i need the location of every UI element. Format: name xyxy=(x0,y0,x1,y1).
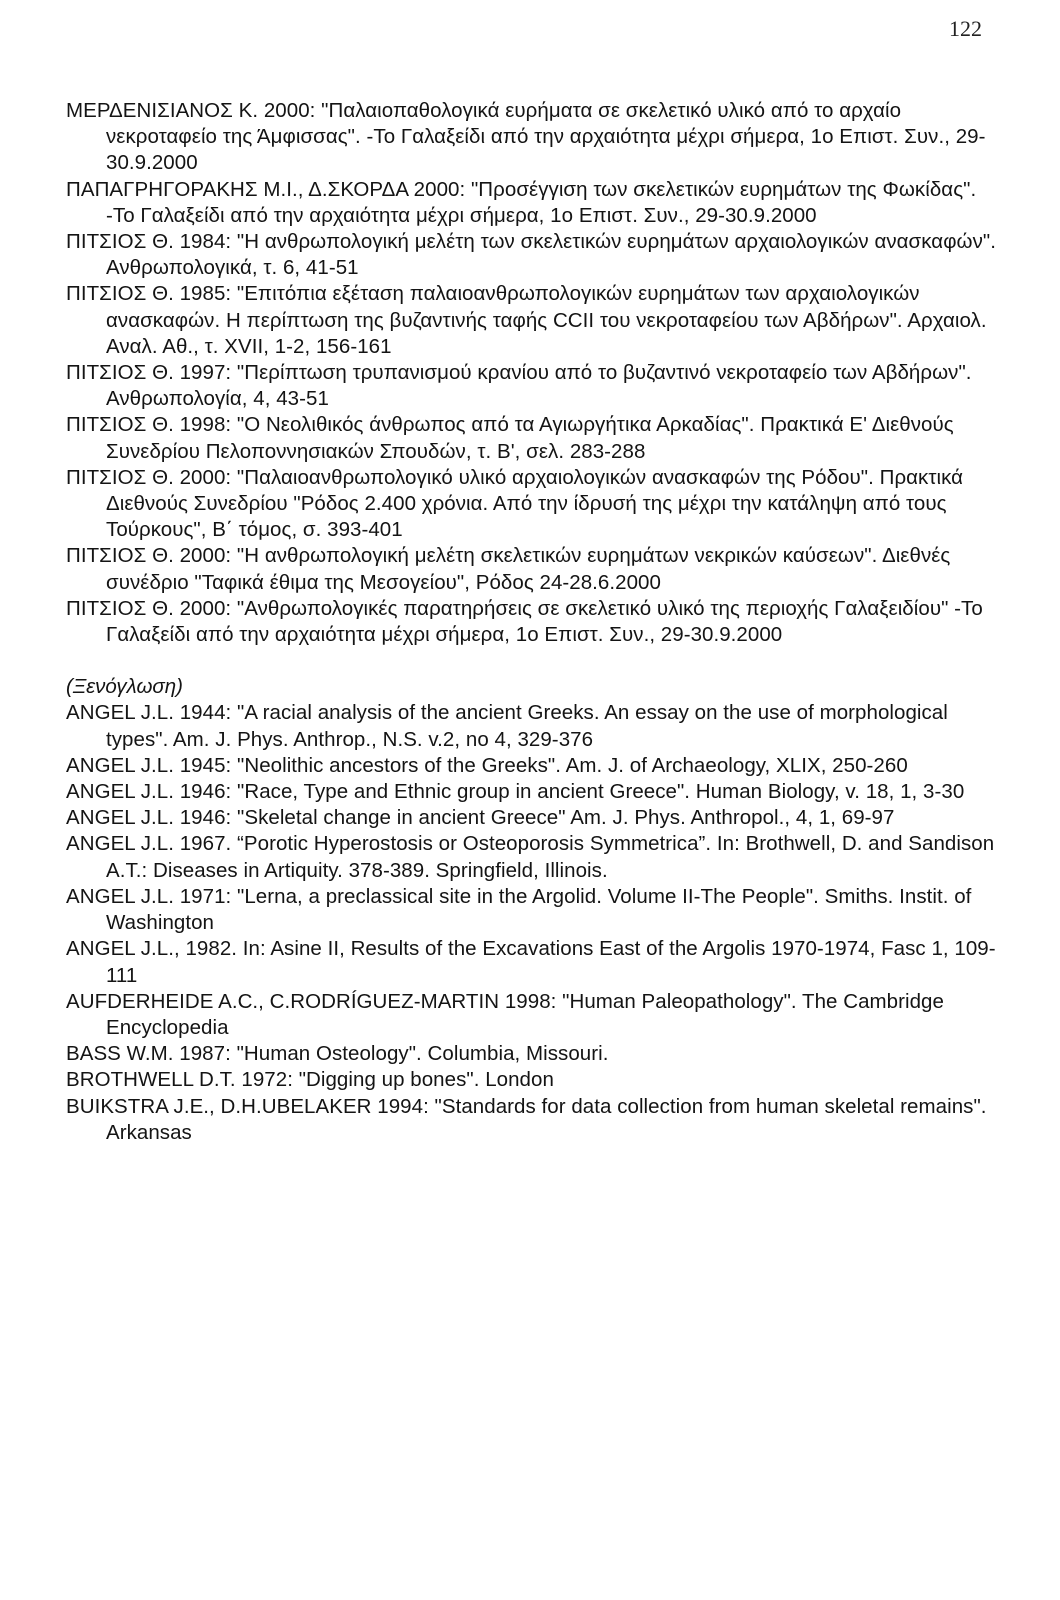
reference-entry: ΠΑΠΑΓΡΗΓΟΡΑΚΗΣ Μ.Ι., Δ.ΣΚΟΡΔΑ 2000: "Προσέγγιση των σκελετικών ευρημάτων της Φωκίδας". -Το Γαλαξείδι από την αρχαιότητα μέχρι σήμερα, 1ο Επιστ. Συν., 29-30.9.2000 xyxy=(66,177,977,227)
reference-entry: ΠΙΤΣΙΟΣ Θ. 2000: "Η ανθρωπολογική μελέτη σκελετικών ευρημάτων νεκρικών καύσεων". Διεθνές συνέδριο "Ταφικά έθιμα της Μεσογείου", Ρόδος 24-28.6.2000 xyxy=(66,544,951,594)
reference-entry: ΠΙΤΣΙΟΣ Θ. 1997: "Περίπτωση τρυπανισμού κρανίου από το βυζαντινό νεκροταφείο των Αβδήρων". Ανθρωπολογία, 4, 43-51 xyxy=(66,361,972,411)
foreign-references xyxy=(66,700,1006,1145)
reference-entry: ANGEL J.L. 1944: "A racial analysis of the ancient Greeks. An essay on the use of morphological types". Am. J. Phys. Anthrop., N.S. v.2, no 4, 329-376 xyxy=(66,701,948,751)
reference-entry: ANGEL J.L. 1967. “Porotic Hyperostosis or Osteoporosis Symmetrica”. In: Brothwell, D. and Sandison A.T.: Diseases in Artiquity. 378-389. Springfield, Illinois. xyxy=(66,832,995,882)
reference-entry: ΠΙΤΣΙΟΣ Θ. 1998: "Ο Νεολιθικός άνθρωπος από τα Αγιωργήτικα Αρκαδίας". Πρακτικά Ε' Διεθνούς Συνεδρίου Πελοποννησιακών Σπουδών, τ. Β', σελ. 283-288 xyxy=(66,413,954,463)
reference-entry: ΠΙΤΣΙΟΣ Θ. 2000: "Παλαιοανθρωπολογικό υλικό αρχαιολογικών ανασκαφών της Ρόδου". Πρακτικά Διεθνούς Συνεδρίου "Ρόδος 2.400 χρόνια. Από την ίδρυσή της μέχρι την κατάληψη από τους Τούρκους", Β΄ τόμος, σ. 393-401 xyxy=(66,465,964,542)
page-number: 122 xyxy=(949,16,982,41)
reference-entry: ΠΙΤΣΙΟΣ Θ. 1984: "Η ανθρωπολογική μελέτη των σκελετικών ευρημάτων αρχαιολογικών ανασκαφών". Ανθρωπολογικά, τ. 6, 41-51 xyxy=(66,230,996,280)
reference-entry: ANGEL J.L. 1946: "Skeletal change in ancient Greece" Am. J. Phys. Anthropol., 4, 1, 69-97 xyxy=(66,806,895,830)
reference-entry: ANGEL J.L. 1945: "Neolithic ancestors of the Greeks". Am. J. of Archaeology, XLIX, 250-260 xyxy=(66,753,908,777)
greek-references xyxy=(66,98,1006,648)
reference-entry: ΠΙΤΣΙΟΣ Θ. 1985: "Επιτόπια εξέταση παλαιοανθρωπολογικών ευρημάτων των αρχαιολογικών ανασκαφών. Η περίπτωση της βυζαντινής ταφής CCII του νεκροταφείου των Αβδήρων". Αρχαιολ. Αναλ. Αθ., τ. XVII, 1-2, 156-161 xyxy=(66,282,987,358)
reference-entry: ANGEL J.L. 1946: "Race, Type and Ethnic group in ancient Greece". Human Biology, v. 18, 1, 3-30 xyxy=(66,780,965,804)
reference-entry: ANGEL J.L., 1982. In: Asine II, Results of the Excavations East of the Argolis 1970-1974, Fasc 1, 109-111 xyxy=(66,937,996,987)
reference-entry: ΜΕΡΔΕΝΙΣΙΑΝΟΣ Κ. 2000: "Παλαιοπαθολογικά ευρήματα σε σκελετικό υλικό από το αρχαίο νεκροταφείο της Άμφισσας". -Το Γαλαξείδι από την αρχαιότητα μέχρι σήμερα, 1ο Επιστ. Συν., 29-30.9.2000 xyxy=(66,99,986,175)
bibliography xyxy=(66,98,1006,1146)
reference-entry: ANGEL J.L. 1971: "Lerna, a preclassical site in the Argolid. Volume II-The People". Smiths. Instit. of Washington xyxy=(66,884,972,935)
reference-entry: BASS W.M. 1987: "Human Osteology". Columbia, Missouri. xyxy=(66,1042,609,1066)
section-heading: (Ξενόγλωση) xyxy=(66,675,183,699)
reference-entry: AUFDERHEIDE A.C., C.RODRÍGUEZ-MARTIN 1998: "Human Paleopathology". The Cambridge Encyclopedia xyxy=(66,989,944,1039)
reference-entry: ΠΙΤΣΙΟΣ Θ. 2000: "Ανθρωπολογικές παρατηρήσεις σε σκελετικό υλικό της περιοχής Γαλαξειδίου" -Το Γαλαξείδι από την αρχαιότητα μέχρι σήμερα, 1ο Επιστ. Συν., 29-30.9.2000 xyxy=(66,596,983,647)
reference-entry: BROTHWELL D.T. 1972: "Digging up bones". London xyxy=(66,1068,554,1092)
reference-entry: BUIKSTRA J.E., D.H.UBELAKER 1994: "Standards for data collection from human skeletal remains". Arkansas xyxy=(66,1094,987,1144)
